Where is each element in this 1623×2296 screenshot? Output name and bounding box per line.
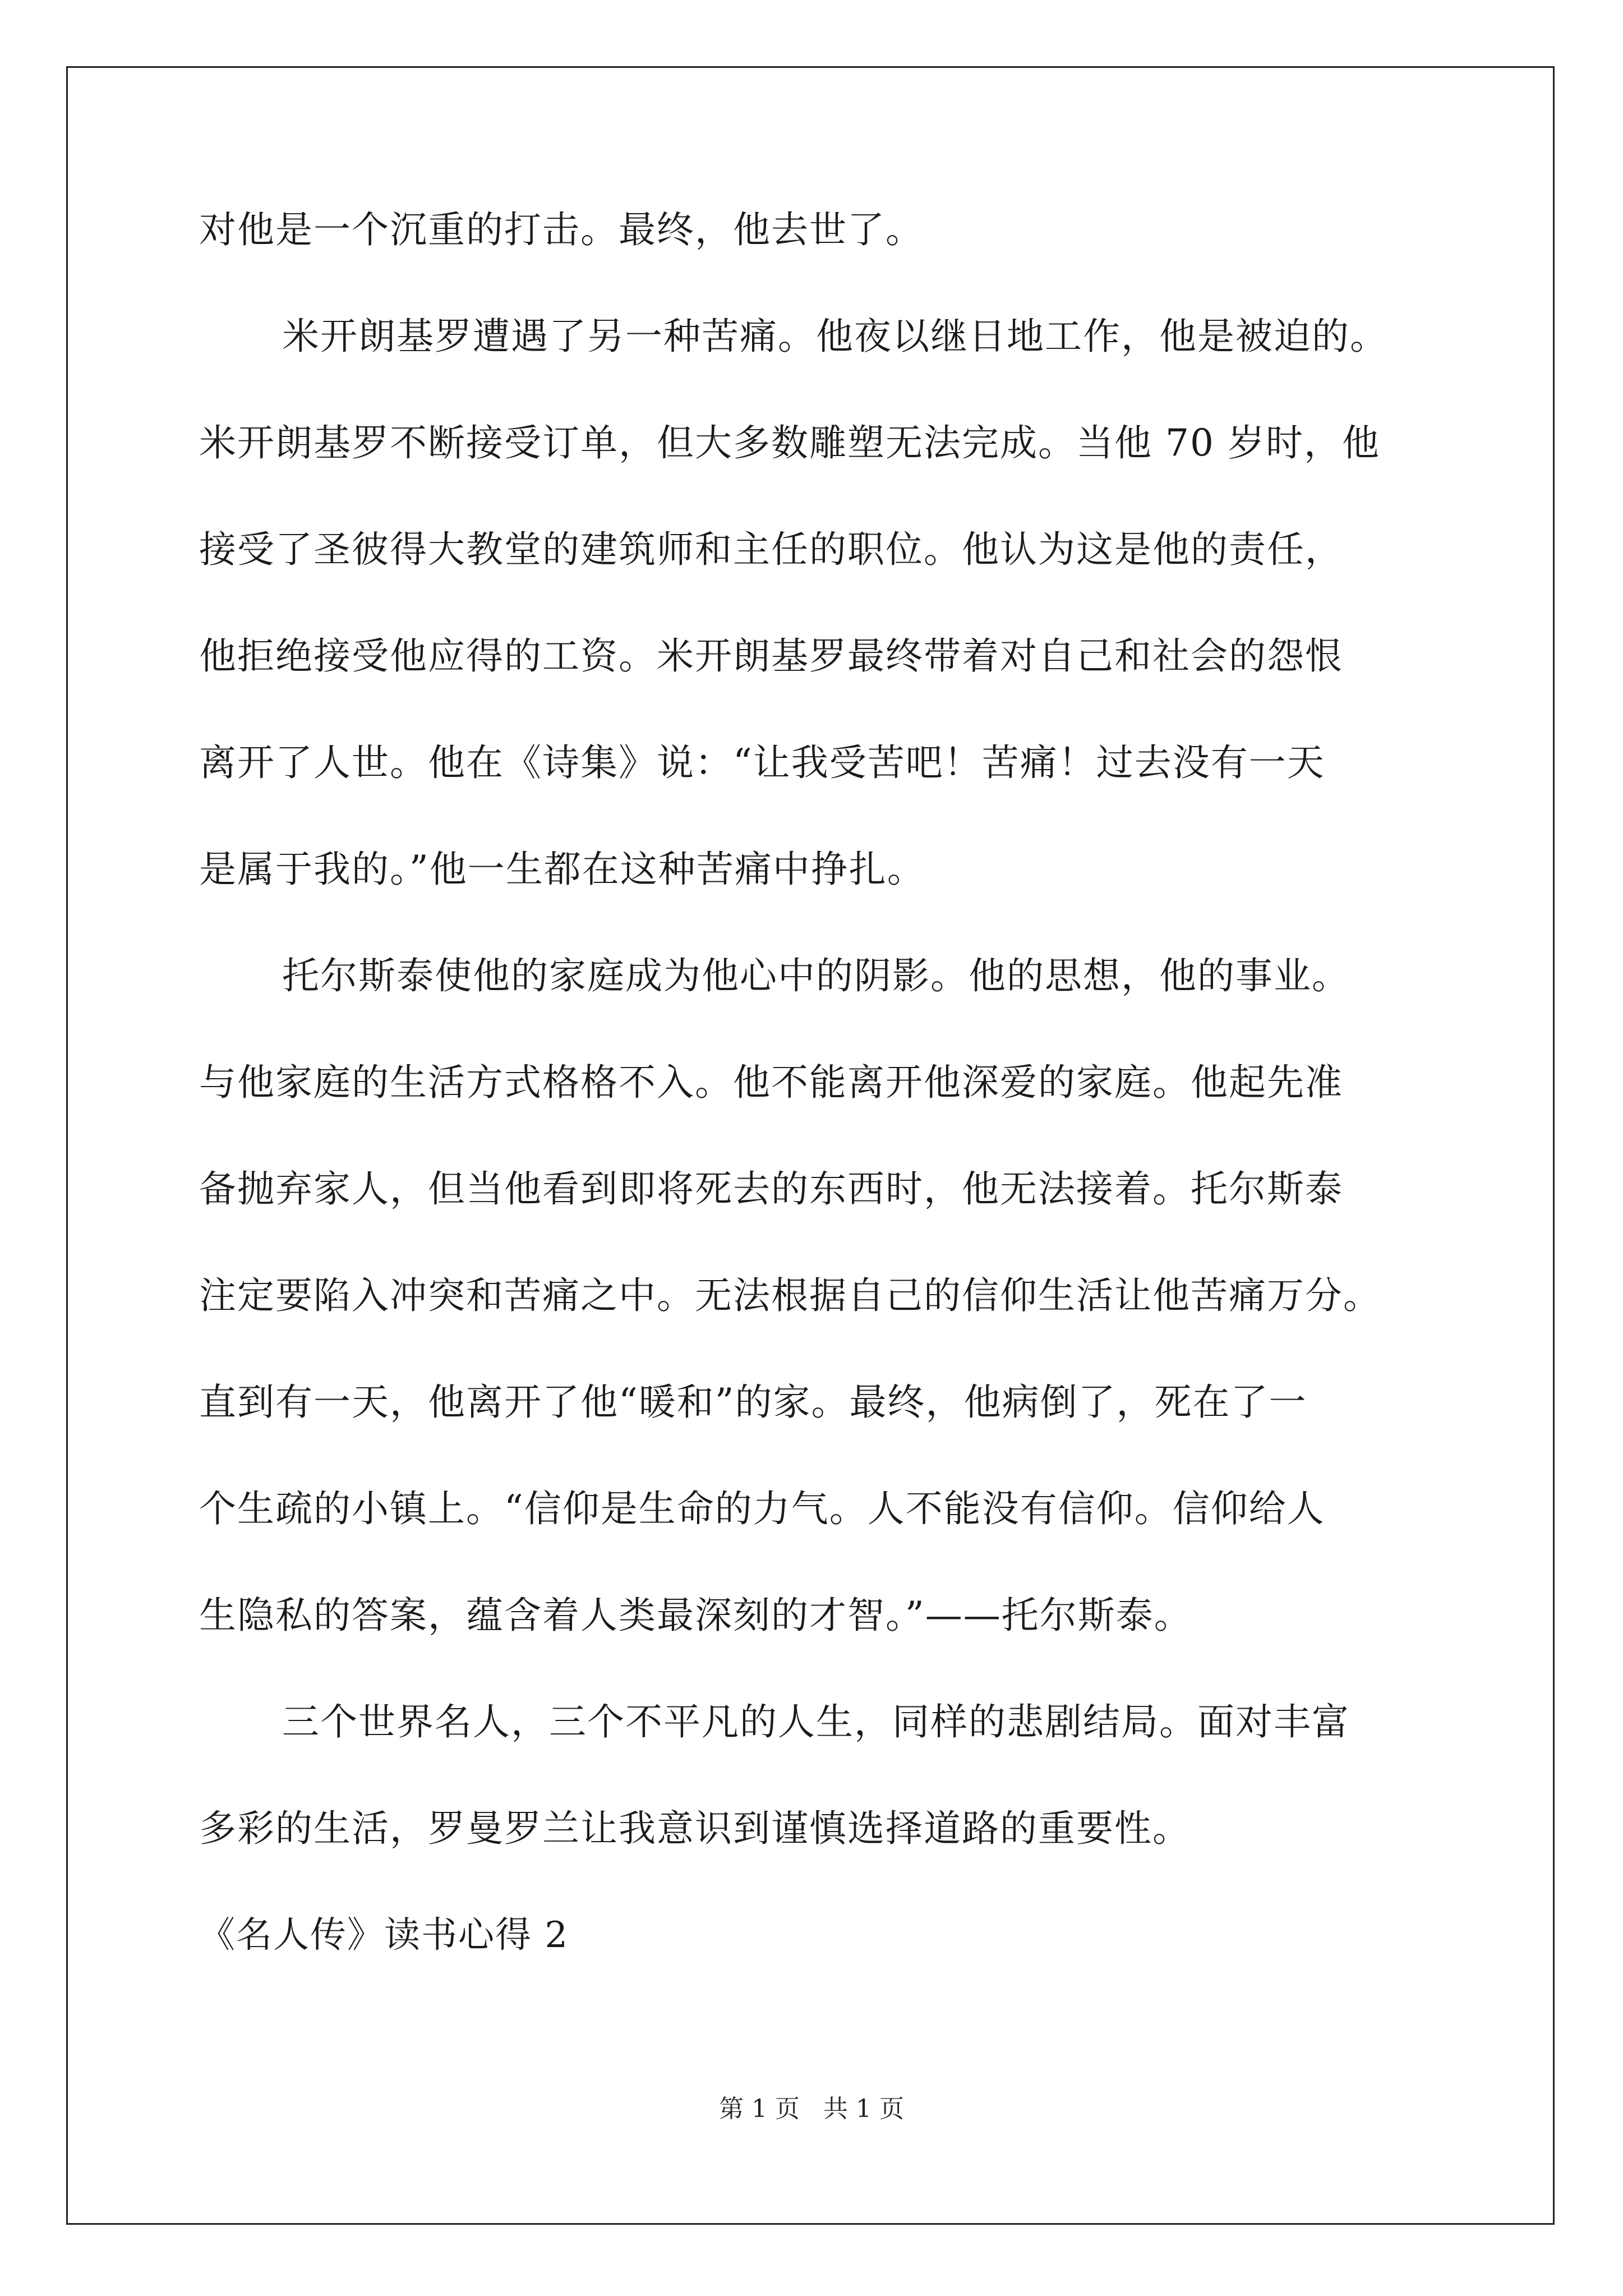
text-line: 他拒绝接受他应得的工资。米开朗基罗最终带着对自己和社会的怨恨 bbox=[199, 634, 1343, 678]
text-line: 多彩的生活，罗曼罗兰让我意识到谨慎选择道路的重要性。 bbox=[199, 1807, 1191, 1850]
text-line: 托尔斯泰使他的家庭成为他心中的阴影。他的思想，他的事业。 bbox=[282, 954, 1350, 997]
section-title: 《名人传》读书心得 2 bbox=[199, 1915, 569, 1956]
text-line: 对他是一个沉重的打击。最终，他去世了。 bbox=[199, 208, 924, 251]
text-line: 个生疏的小镇上。“信仰是生命的力气。人不能没有信仰。信仰给人 bbox=[199, 1487, 1325, 1530]
text-line: 离开了人世。他在《诗集》说：“让我受苦吧！苦痛！过去没有一天 bbox=[199, 741, 1325, 784]
page-number: 第 1 页 共 1 页 bbox=[719, 2095, 904, 2123]
text-line: 接受了圣彼得大教堂的建筑师和主任的职位。他认为这是他的责任， bbox=[199, 528, 1343, 571]
text-line: 生隐私的答案，蕴含着人类最深刻的才智。”——托尔斯泰。 bbox=[199, 1594, 1192, 1637]
text-line: 米开朗基罗不断接受订单，但大多数雕塑无法完成。当他 70 岁时，他 bbox=[199, 421, 1380, 464]
text-line: 直到有一天，他离开了他“暖和”的家。最终，他病倒了，死在了一 bbox=[199, 1381, 1307, 1424]
text-line: 与他家庭的生活方式格格不入。他不能离开他深爱的家庭。他起先准 bbox=[199, 1061, 1343, 1104]
text-line: 备抛弃家人，但当他看到即将死去的东西时，他无法接着。托尔斯泰 bbox=[199, 1167, 1343, 1211]
page-border bbox=[66, 66, 1555, 2225]
text-line: 三个世界名人，三个不平凡的人生，同样的悲剧结局。面对丰富 bbox=[282, 1700, 1350, 1743]
text-line: 是属于我的。”他一生都在这种苦痛中挣扎。 bbox=[199, 848, 925, 891]
text-line: 米开朗基罗遭遇了另一种苦痛。他夜以继日地工作，他是被迫的。 bbox=[282, 315, 1388, 358]
text-line: 注定要陷入冲突和苦痛之中。无法根据自己的信仰生活让他苦痛万分。 bbox=[199, 1274, 1381, 1317]
